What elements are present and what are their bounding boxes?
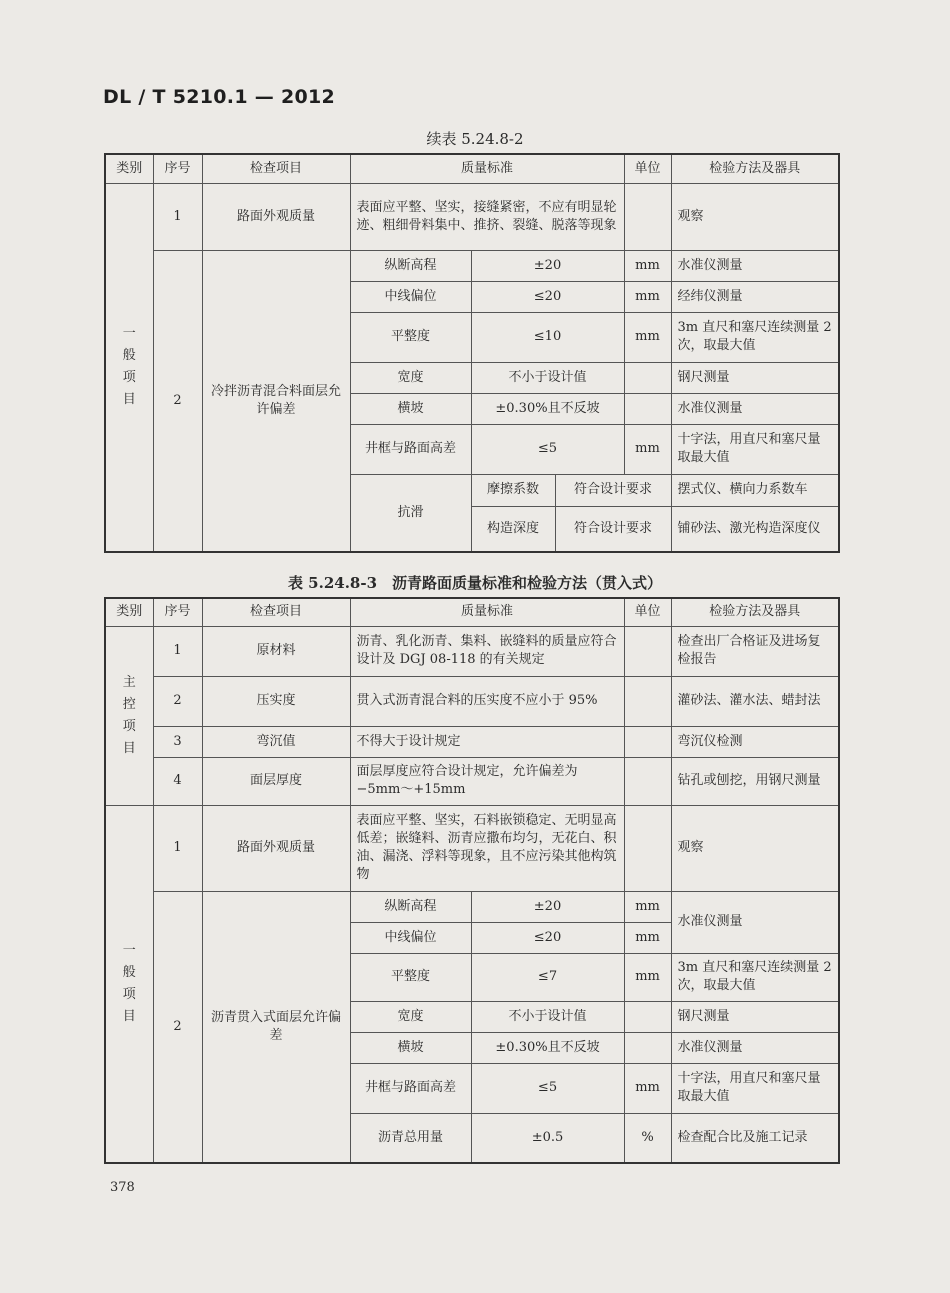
sub-item-value: ≤10	[471, 312, 624, 362]
sub-item-value: ±0.5	[471, 1113, 624, 1163]
row-standard: 沥青、乳化沥青、集料、嵌缝料的质量应符合设计及 DGJ 08-118 的有关规定	[350, 626, 624, 676]
sub-item-method: 十字法，用直尺和塞尺量取最大值	[671, 424, 839, 474]
sub-item-method: 经纬仪测量	[671, 281, 839, 312]
standard-code: DL / T 5210.1 — 2012	[103, 86, 336, 108]
row-item: 冷拌沥青混合料面层允许偏差	[202, 250, 350, 552]
row-no: 2	[153, 891, 202, 1163]
antiskid-sub-name: 构造深度	[471, 506, 555, 552]
sub-item-value: ≤20	[471, 281, 624, 312]
sub-item-unit: mm	[624, 922, 671, 953]
antiskid-sub-value: 符合设计要求	[555, 474, 671, 506]
sub-item-value: ≤20	[471, 922, 624, 953]
sub-item-name: 平整度	[350, 953, 471, 1001]
row-standard: 表面应平整、坚实，接缝紧密，不应有明显轮迹、粗细骨料集中、推挤、裂缝、脱落等现象	[350, 183, 624, 250]
antiskid-sub-name: 摩擦系数	[471, 474, 555, 506]
sub-item-value: 不小于设计值	[471, 362, 624, 393]
sub-item-unit	[624, 362, 671, 393]
sub-item-name: 横坡	[350, 1032, 471, 1063]
row-no: 3	[153, 726, 202, 757]
page-number: 378	[110, 1180, 135, 1195]
col-header-unit: 单位	[624, 598, 671, 626]
col-header-category: 类别	[105, 154, 153, 183]
col-header-standard: 质量标准	[350, 154, 624, 183]
row-standard: 面层厚度应符合设计规定，允许偏差为 −5mm～+15mm	[350, 757, 624, 805]
row-item: 路面外观质量	[202, 183, 350, 250]
sub-item-value: ≤7	[471, 953, 624, 1001]
antiskid-name: 抗滑	[350, 474, 471, 552]
general-category-cell: 一 般 项 目	[105, 805, 153, 1163]
sub-item-name: 中线偏位	[350, 922, 471, 953]
row-method: 弯沉仪检测	[671, 726, 839, 757]
sub-item-method: 水准仪测量	[671, 393, 839, 424]
row-no: 1	[153, 183, 202, 250]
sub-item-method: 钢尺测量	[671, 1001, 839, 1032]
sub-item-name: 宽度	[350, 1001, 471, 1032]
row-standard: 不得大于设计规定	[350, 726, 624, 757]
sub-item-method-merged: 水准仪测量	[671, 891, 839, 953]
sub-item-unit: mm	[624, 953, 671, 1001]
col-header-no: 序号	[153, 154, 202, 183]
row-method: 检查出厂合格证及进场复检报告	[671, 626, 839, 676]
category-cell: 一 般 项 目	[105, 183, 153, 552]
row-unit	[624, 183, 671, 250]
row-item: 弯沉值	[202, 726, 350, 757]
sub-item-method: 3m 直尺和塞尺连续测量 2 次，取最大值	[671, 312, 839, 362]
sub-item-name: 中线偏位	[350, 281, 471, 312]
sub-item-value: ≤5	[471, 1063, 624, 1113]
sub-item-method: 检查配合比及施工记录	[671, 1113, 839, 1163]
sub-item-value: ≤5	[471, 424, 624, 474]
sub-item-unit: mm	[624, 891, 671, 922]
table2	[104, 597, 838, 1164]
sub-item-name: 纵断高程	[350, 891, 471, 922]
row-method: 观察	[671, 183, 839, 250]
table1	[104, 153, 838, 553]
main-category-cell: 主 控 项 目	[105, 626, 153, 805]
sub-item-value: ±20	[471, 891, 624, 922]
sub-item-unit: mm	[624, 1063, 671, 1113]
row-unit	[624, 805, 671, 891]
row-no: 2	[153, 250, 202, 552]
row-method: 灌砂法、灌水法、蜡封法	[671, 676, 839, 726]
col-header-item: 检查项目	[202, 154, 350, 183]
row-item: 路面外观质量	[202, 805, 350, 891]
row-item: 压实度	[202, 676, 350, 726]
sub-item-method: 十字法，用直尺和塞尺量取最大值	[671, 1063, 839, 1113]
row-unit	[624, 726, 671, 757]
col-header-unit: 单位	[624, 154, 671, 183]
sub-item-name: 沥青总用量	[350, 1113, 471, 1163]
sub-item-unit	[624, 1001, 671, 1032]
col-header-item: 检查项目	[202, 598, 350, 626]
row-item: 原材料	[202, 626, 350, 676]
sub-item-method: 3m 直尺和塞尺连续测量 2 次，取最大值	[671, 953, 839, 1001]
sub-item-value: ±0.30%且不反坡	[471, 1032, 624, 1063]
sub-item-method: 水准仪测量	[671, 250, 839, 281]
sub-item-value: ±0.30%且不反坡	[471, 393, 624, 424]
row-no: 1	[153, 626, 202, 676]
row-unit	[624, 676, 671, 726]
row-method: 观察	[671, 805, 839, 891]
sub-item-unit: mm	[624, 424, 671, 474]
sub-item-method: 水准仪测量	[671, 1032, 839, 1063]
row-no: 4	[153, 757, 202, 805]
antiskid-sub-method: 铺砂法、激光构造深度仪	[671, 506, 839, 552]
row-no: 1	[153, 805, 202, 891]
row-unit	[624, 757, 671, 805]
sub-item-name: 宽度	[350, 362, 471, 393]
col-header-standard: 质量标准	[350, 598, 624, 626]
sub-item-name: 纵断高程	[350, 250, 471, 281]
sub-item-name: 井框与路面高差	[350, 424, 471, 474]
row-unit	[624, 626, 671, 676]
antiskid-sub-value: 符合设计要求	[555, 506, 671, 552]
sub-item-name: 横坡	[350, 393, 471, 424]
table2-caption: 表 5.24.8-3 沥青路面质量标准和检验方法（贯入式）	[287, 574, 663, 592]
col-header-method: 检验方法及器具	[671, 154, 839, 183]
row-method: 钻孔或刨挖，用钢尺测量	[671, 757, 839, 805]
row-no: 2	[153, 676, 202, 726]
row-item: 面层厚度	[202, 757, 350, 805]
sub-item-unit: mm	[624, 250, 671, 281]
sub-item-method: 钢尺测量	[671, 362, 839, 393]
sub-item-name: 平整度	[350, 312, 471, 362]
sub-item-value: 不小于设计值	[471, 1001, 624, 1032]
col-header-no: 序号	[153, 598, 202, 626]
col-header-category: 类别	[105, 598, 153, 626]
sub-item-unit: mm	[624, 281, 671, 312]
row-standard: 贯入式沥青混合料的压实度不应小于 95%	[350, 676, 624, 726]
antiskid-sub-method: 摆式仪、横向力系数车	[671, 474, 839, 506]
sub-item-unit: mm	[624, 312, 671, 362]
row-standard: 表面应平整、坚实，石料嵌锁稳定、无明显高低差；嵌缝料、沥青应撒布均匀，无花白、积油、漏浇、浮料等现象，且不应污染其他构筑物	[350, 805, 624, 891]
sub-item-unit: %	[624, 1113, 671, 1163]
row-item: 沥青贯入式面层允许偏差	[202, 891, 350, 1163]
col-header-method: 检验方法及器具	[671, 598, 839, 626]
table1-caption: 续表 5.24.8-2	[426, 130, 524, 148]
sub-item-unit	[624, 1032, 671, 1063]
sub-item-value: ±20	[471, 250, 624, 281]
sub-item-unit	[624, 393, 671, 424]
sub-item-name: 井框与路面高差	[350, 1063, 471, 1113]
